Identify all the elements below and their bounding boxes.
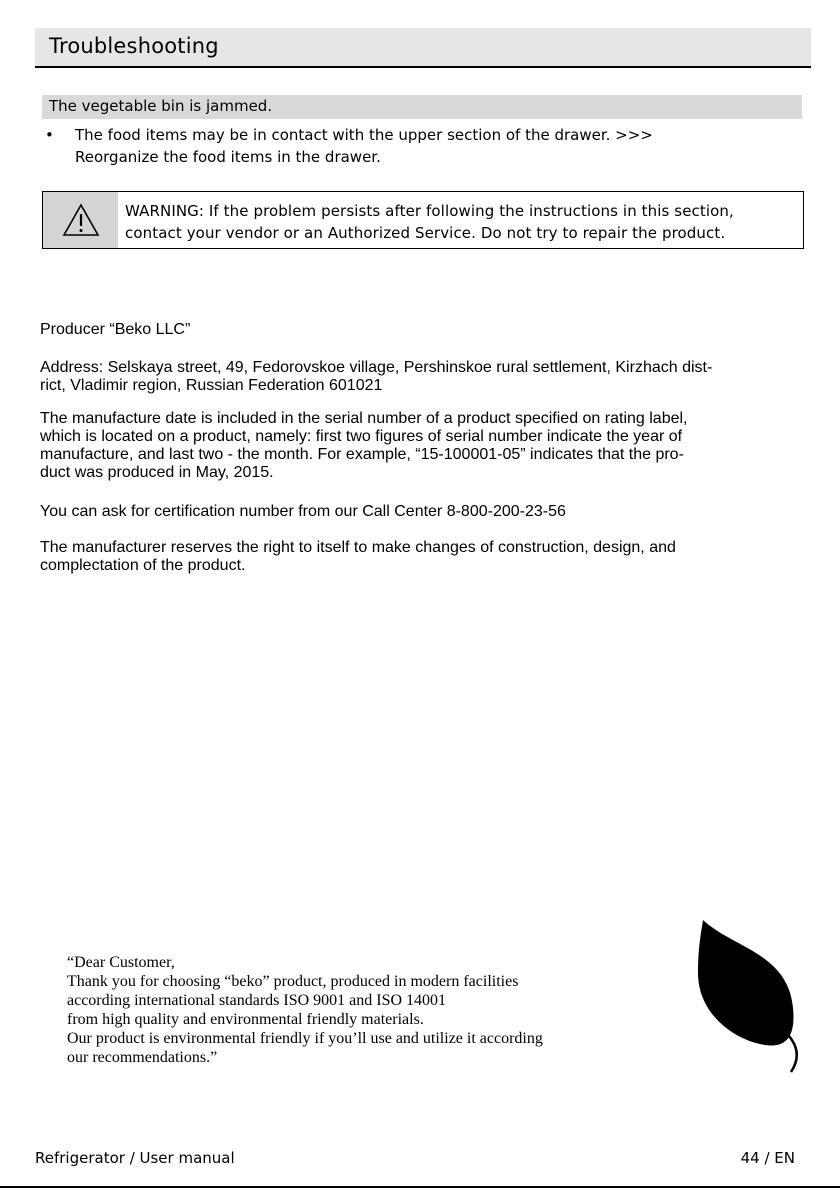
warning-box <box>42 191 804 249</box>
letter-line: Our product is environmental friendly if you’ll use and utilize it according <box>67 1030 543 1047</box>
paragraph-line: manufacture, and last two - the month. For example, “15-100001-05” indicates that the pro- <box>40 446 684 463</box>
paragraph-line: duct was produced in May, 2015. <box>40 464 274 481</box>
paragraph-line: complectation of the product. <box>40 557 246 574</box>
producer-text: Producer “Beko LLC” <box>40 321 191 338</box>
warning-line: WARNING: If the problem persists after following the instructions in this section, <box>125 202 734 220</box>
footer-page-number: 44 / EN <box>740 1149 795 1167</box>
certification-text: You can ask for certification number from our Call Center 8-800-200-23-56 <box>40 503 566 520</box>
bullet-line: The food items may be in contact with the upper section of the drawer. >>> <box>75 126 653 144</box>
paragraph-line: The manufacture date is included in the serial number of a product specified on rating label, <box>40 410 688 427</box>
warning-text <box>125 200 797 244</box>
customer-letter <box>67 953 707 1067</box>
letter-line: according international standards ISO 9001 and ISO 14001 <box>67 992 447 1009</box>
warning-icon-cell <box>43 192 118 248</box>
reserves-paragraph <box>40 539 805 575</box>
bullet-text <box>75 124 755 168</box>
paragraph-line: rict, Vladimir region, Russian Federation 601021 <box>40 377 383 394</box>
issue-heading-bar <box>42 95 802 119</box>
letter-line: our recommendations.” <box>67 1049 218 1066</box>
section-header <box>35 28 811 68</box>
bottom-divider <box>0 1186 840 1188</box>
paragraph-line: Address: Selskaya street, 49, Fedorovskoe village, Pershinskoe rural settlement, Kirzhach dist- <box>40 359 713 376</box>
manufacture-date-paragraph <box>40 410 805 482</box>
warning-triangle-icon <box>62 203 100 237</box>
page-title: Troubleshooting <box>49 34 219 58</box>
address-paragraph <box>40 359 805 395</box>
footer-manual-title: Refrigerator / User manual <box>35 1149 235 1167</box>
bullet-icon: • <box>45 126 54 144</box>
paragraph-line: which is located on a product, namely: first two figures of serial number indicate the year of <box>40 428 683 445</box>
warning-line: contact your vendor or an Authorized Service. Do not try to repair the product. <box>125 224 726 242</box>
letter-line: Thank you for choosing “beko” product, produced in modern facilities <box>67 973 519 990</box>
issue-heading: The vegetable bin is jammed. <box>49 97 273 115</box>
leaf-icon <box>693 918 805 1076</box>
paragraph-line: The manufacturer reserves the right to itself to make changes of construction, design, and <box>40 539 676 556</box>
letter-line: “Dear Customer, <box>67 954 175 971</box>
bullet-line: Reorganize the food items in the drawer. <box>75 148 381 166</box>
letter-line: from high quality and environmental friendly materials. <box>67 1011 424 1028</box>
